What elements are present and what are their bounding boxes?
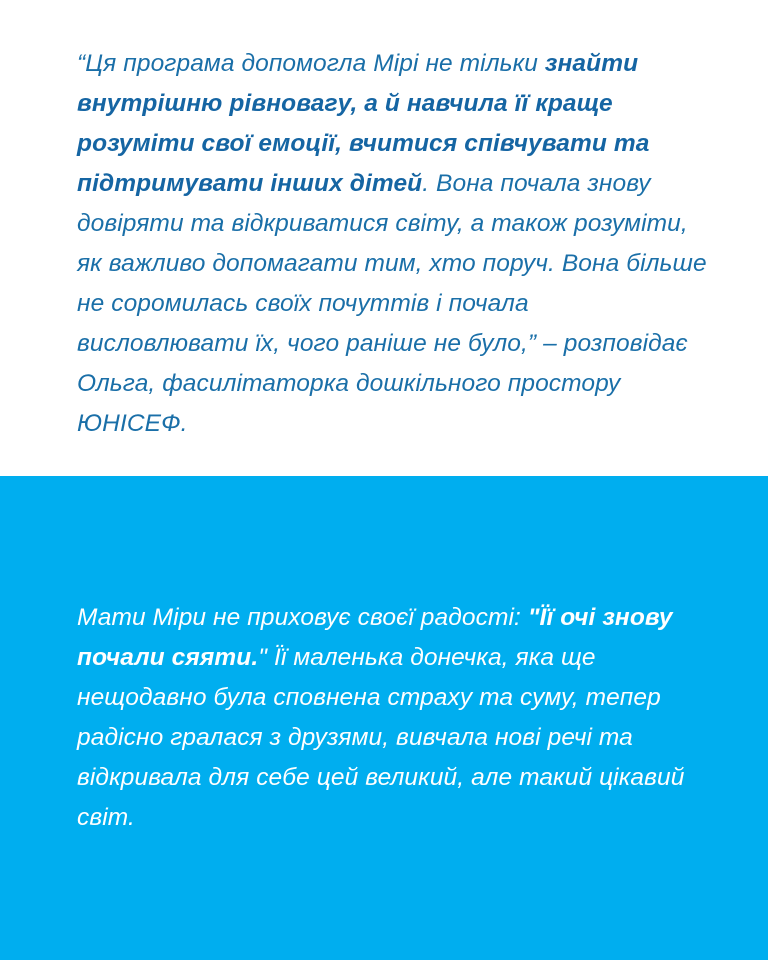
quote-section bbox=[0, 0, 768, 476]
quote-opening: “Ця програма допомогла Мірі не тільки bbox=[77, 50, 545, 77]
quote-highlight: знайти внутрішню рівновагу, а й навчила її краще розуміти свої емоції, вчитися співчувати та підтримувати інших дітей bbox=[77, 50, 650, 197]
story-highlight: "Її очі знову почали сяяти. bbox=[77, 604, 673, 671]
story-intro: Мати Міри не приховує своєї радості: bbox=[77, 604, 528, 631]
quote-rest: . Вона почала знову довіряти та відкриватися світу, а також розуміти, як важливо допомагати тим, хто поруч. Вона більше не соромилась своїх почуттів і почала висловлювати їх, чого раніше не було,” – розповідає Ольга, фасилітаторка дошкільного простору ЮНІСЕФ. bbox=[77, 170, 707, 437]
story-paragraph bbox=[77, 598, 717, 838]
story-rest: " Її маленька донечка, яка ще нещодавно була сповнена страху та суму, тепер радісно гралася з друзями, вивчала нові речі та відкривала для себе цей великий, але такий цікавий світ. bbox=[77, 644, 685, 831]
quote-paragraph bbox=[77, 44, 707, 444]
